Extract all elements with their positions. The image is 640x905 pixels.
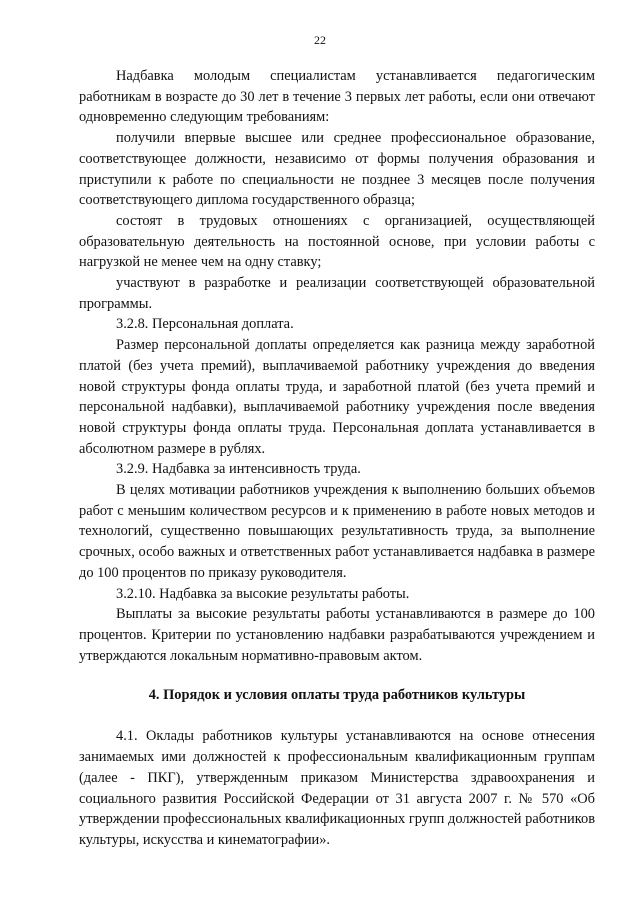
paragraph-intensity-bonus: В целях мотивации работников учреждения к выполнению больших объемов работ с меньшим количеством ресурсов и к применению в работе новых методов и технологий, существенно повышающих результативность труда, за выполнение срочных, особо важных и ответственных работ устанавливается надбавка в размере до 100 процентов по приказу руководителя. xyxy=(79,482,595,581)
page-number: 22 xyxy=(314,33,326,47)
document-body xyxy=(79,66,595,851)
clause-3-2-8-title: 3.2.8. Персональная доплата. xyxy=(116,316,294,333)
paragraph-requirement-program: участвуют в разработке и реализации соответствующей образовательной программы. xyxy=(79,275,595,312)
paragraph-personal-allowance: Размер персональной доплаты определяется как разница между заработной платой (без учета премий), выплачиваемой работнику учреждения до введения новой структуры фонда оплаты труда, и заработной платой (без учета премий и персональной надбавки), выплачиваемой работнику учреждения после введения новой структуры фонда оплаты труда. Персональная доплата устанавливается в абсолютном размере в рублях. xyxy=(79,337,595,457)
section-4-heading: 4. Порядок и условия оплаты труда работников культуры xyxy=(148,687,526,704)
clause-3-2-9-title: 3.2.9. Надбавка за интенсивность труда. xyxy=(116,461,361,478)
paragraph-requirement-education: получили впервые высшее или среднее профессиональное образование, соответствующее должности, независимо от формы получения образования и приступили к работе по специальности не позднее 3 месяцев после получения соответствующего диплома государственного образца; xyxy=(79,130,595,209)
paragraph-high-results-payments: Выплаты за высокие результаты работы устанавливаются в размере до 100 процентов. Критерии по установлению надбавки разрабатываются учреждением и утверждаются локальным нормативно-правовым актом. xyxy=(79,606,595,664)
clause-3-2-10-title: 3.2.10. Надбавка за высокие результаты работы. xyxy=(116,585,410,602)
paragraph-requirement-employment: состоят в трудовых отношениях с организацией, осуществляющей образовательную деятельность на постоянной основе, при условии работы с нагрузкой не менее чем на одну ставку; xyxy=(79,212,595,271)
paragraph-4-1-culture-salaries: 4.1. Оклады работников культуры устанавливаются на основе отнесения занимаемых ими должностей к профессиональным квалификационным группам (далее - ПКГ), утвержденным приказом Министерства здравоохранения и социального развития Российской Федерации от 31 августа 2007 г. № 570 «Об утверждении профессиональных квалификационных групп должностей работников культуры, искусства и кинематографии». xyxy=(79,728,595,848)
paragraph-young-specialists-bonus: Надбавка молодым специалистам устанавливается педагогическим работникам в возрасте до 30 лет в течение 3 первых лет работы, если они отвечают одновременно следующим требованиям: xyxy=(79,68,595,126)
